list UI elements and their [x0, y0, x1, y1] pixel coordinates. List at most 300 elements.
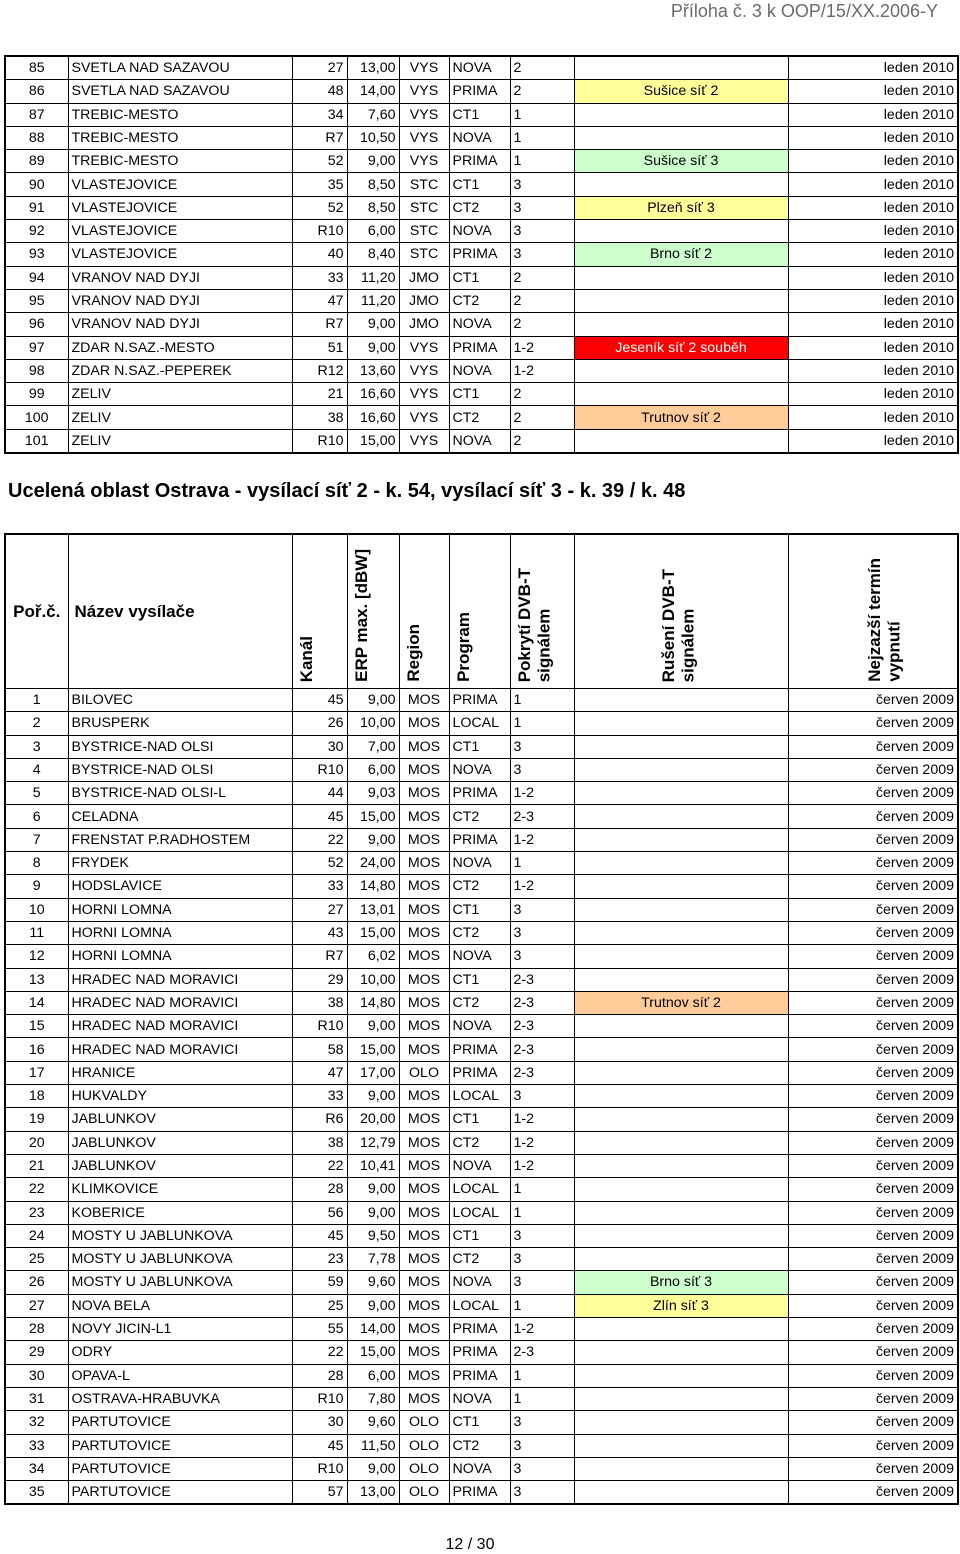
row-number: 88	[5, 126, 68, 149]
section-title: Ucelená oblast Ostrava - vysílací síť 2 - k. 54, vysílací síť 3 - k. 39 / k. 48	[8, 480, 686, 502]
region: MOS	[399, 1038, 449, 1061]
deadline: leden 2010	[788, 103, 958, 126]
interference-cell	[574, 805, 788, 828]
transmitter-name: HRADEC NAD MORAVICI	[68, 1038, 292, 1061]
coverage-cell: 1	[510, 1201, 574, 1224]
transmitter-name: BRUSPERK	[68, 712, 292, 735]
row-number: 2	[5, 712, 68, 735]
program: NOVA	[449, 1154, 510, 1177]
erp-value: 16,60	[347, 383, 399, 406]
channel: 45	[292, 805, 347, 828]
erp-value: 7,78	[347, 1248, 399, 1271]
region: OLO	[399, 1434, 449, 1457]
channel: 22	[292, 1341, 347, 1364]
deadline: červen 2009	[788, 782, 958, 805]
row-number: 92	[5, 220, 68, 243]
deadline: červen 2009	[788, 1481, 958, 1505]
transmitter-name: HODSLAVICE	[68, 875, 292, 898]
erp-value: 15,00	[347, 921, 399, 944]
row-number: 10	[5, 898, 68, 921]
transmitter-name: JABLUNKOV	[68, 1131, 292, 1154]
document-header: Příloha č. 3 k OOP/15/XX.2006-Y	[670, 1, 938, 21]
program: NOVA	[449, 313, 510, 336]
program: CT2	[449, 1248, 510, 1271]
coverage-cell: 1-2	[510, 359, 574, 382]
region: MOS	[399, 805, 449, 828]
table-row	[5, 805, 958, 828]
program: NOVA	[449, 220, 510, 243]
transmitter-name: SVETLA NAD SAZAVOU	[68, 56, 292, 80]
deadline: červen 2009	[788, 1038, 958, 1061]
table-row	[5, 852, 958, 875]
erp-value: 9,60	[347, 1411, 399, 1434]
channel: 22	[292, 828, 347, 851]
channel: 33	[292, 1085, 347, 1108]
region: JMO	[399, 289, 449, 312]
row-number: 34	[5, 1457, 68, 1480]
channel: 30	[292, 1411, 347, 1434]
region: MOS	[399, 1201, 449, 1224]
erp-value: 9,00	[347, 689, 399, 712]
interference-cell: Trutnov síť 2	[574, 406, 788, 429]
erp-value: 10,50	[347, 126, 399, 149]
program: NOVA	[449, 56, 510, 80]
channel: 38	[292, 1131, 347, 1154]
channel: 34	[292, 103, 347, 126]
interference-cell	[574, 968, 788, 991]
region: STC	[399, 173, 449, 196]
region: MOS	[399, 1108, 449, 1131]
program: CT1	[449, 898, 510, 921]
erp-value: 8,50	[347, 196, 399, 219]
coverage-cell: 2-3	[510, 1061, 574, 1084]
region: VYS	[399, 429, 449, 453]
program: CT2	[449, 289, 510, 312]
erp-value: 9,60	[347, 1271, 399, 1294]
region: OLO	[399, 1457, 449, 1480]
interference-cell	[574, 103, 788, 126]
table-row	[5, 689, 958, 712]
transmitter-name: PARTUTOVICE	[68, 1481, 292, 1505]
region: MOS	[399, 1318, 449, 1341]
row-number: 86	[5, 80, 68, 103]
interference-cell	[574, 1108, 788, 1131]
erp-value: 9,00	[347, 150, 399, 173]
coverage-cell: 2	[510, 429, 574, 453]
row-number: 3	[5, 735, 68, 758]
row-number: 85	[5, 56, 68, 80]
interference-cell: Trutnov síť 2	[574, 991, 788, 1014]
deadline: červen 2009	[788, 712, 958, 735]
channel: 38	[292, 991, 347, 1014]
deadline: leden 2010	[788, 196, 958, 219]
coverage-cell: 3	[510, 898, 574, 921]
erp-value: 9,00	[347, 1178, 399, 1201]
coverage-cell: 1	[510, 1364, 574, 1387]
coverage-cell: 1	[510, 689, 574, 712]
deadline: leden 2010	[788, 173, 958, 196]
row-number: 35	[5, 1481, 68, 1505]
row-number: 21	[5, 1154, 68, 1177]
interference-cell	[574, 1224, 788, 1247]
channel: 27	[292, 56, 347, 80]
program: LOCAL	[449, 1201, 510, 1224]
erp-value: 8,40	[347, 243, 399, 266]
deadline: červen 2009	[788, 805, 958, 828]
row-number: 99	[5, 383, 68, 406]
program: NOVA	[449, 1015, 510, 1038]
erp-value: 20,00	[347, 1108, 399, 1131]
channel: 59	[292, 1271, 347, 1294]
transmitter-name: JABLUNKOV	[68, 1108, 292, 1131]
interference-cell	[574, 1434, 788, 1457]
table-row	[5, 150, 958, 173]
channel: 45	[292, 1224, 347, 1247]
coverage-cell: 3	[510, 1481, 574, 1505]
interference-cell	[574, 735, 788, 758]
coverage-cell: 1	[510, 1178, 574, 1201]
table-row	[5, 1434, 958, 1457]
erp-value: 11,50	[347, 1434, 399, 1457]
transmitter-name: TREBIC-MESTO	[68, 150, 292, 173]
erp-value: 12,79	[347, 1131, 399, 1154]
program: NOVA	[449, 126, 510, 149]
row-number: 12	[5, 945, 68, 968]
region: MOS	[399, 1178, 449, 1201]
channel: 43	[292, 921, 347, 944]
program: NOVA	[449, 359, 510, 382]
deadline: červen 2009	[788, 1294, 958, 1317]
interference-cell	[574, 689, 788, 712]
region: MOS	[399, 1224, 449, 1247]
transmitter-name: FRENSTAT P.RADHOSTEM	[68, 828, 292, 851]
region: STC	[399, 196, 449, 219]
erp-value: 6,00	[347, 758, 399, 781]
erp-value: 9,00	[347, 1085, 399, 1108]
deadline: leden 2010	[788, 266, 958, 289]
transmitter-name: VLASTEJOVICE	[68, 220, 292, 243]
row-number: 93	[5, 243, 68, 266]
transmitter-name: HUKVALDY	[68, 1085, 292, 1108]
interference-cell	[574, 266, 788, 289]
header-deadline: Nejzazší termín vypnutí	[788, 534, 958, 689]
transmitter-name: VRANOV NAD DYJI	[68, 313, 292, 336]
region: MOS	[399, 875, 449, 898]
transmitter-name: JABLUNKOV	[68, 1154, 292, 1177]
channel: 22	[292, 1154, 347, 1177]
row-number: 17	[5, 1061, 68, 1084]
deadline: červen 2009	[788, 991, 958, 1014]
transmitter-table-continued	[4, 55, 959, 454]
table-row	[5, 196, 958, 219]
header-coverage: Pokrytí DVB-T signálem	[510, 534, 574, 689]
channel: 25	[292, 1294, 347, 1317]
row-number: 22	[5, 1178, 68, 1201]
erp-value: 6,02	[347, 945, 399, 968]
deadline: leden 2010	[788, 313, 958, 336]
row-number: 16	[5, 1038, 68, 1061]
header-program: Program	[449, 534, 510, 689]
channel: 52	[292, 852, 347, 875]
deadline: červen 2009	[788, 1108, 958, 1131]
program: NOVA	[449, 758, 510, 781]
program: CT1	[449, 383, 510, 406]
transmitter-name: ZDAR N.SAZ.-MESTO	[68, 336, 292, 359]
row-number: 94	[5, 266, 68, 289]
table-row	[5, 103, 958, 126]
program: CT2	[449, 196, 510, 219]
table-row	[5, 313, 958, 336]
row-number: 87	[5, 103, 68, 126]
table-row	[5, 1015, 958, 1038]
region: MOS	[399, 758, 449, 781]
table-row	[5, 782, 958, 805]
transmitter-name: CELADNA	[68, 805, 292, 828]
interference-cell	[574, 359, 788, 382]
program: LOCAL	[449, 712, 510, 735]
coverage-cell: 3	[510, 735, 574, 758]
program: CT1	[449, 1224, 510, 1247]
transmitter-name: PARTUTOVICE	[68, 1457, 292, 1480]
region: MOS	[399, 1341, 449, 1364]
region: OLO	[399, 1411, 449, 1434]
channel: 40	[292, 243, 347, 266]
deadline: červen 2009	[788, 758, 958, 781]
transmitter-name: VRANOV NAD DYJI	[68, 289, 292, 312]
channel: 27	[292, 898, 347, 921]
erp-value: 24,00	[347, 852, 399, 875]
row-number: 101	[5, 429, 68, 453]
interference-cell: Plzeň síť 3	[574, 196, 788, 219]
coverage-cell: 1	[510, 126, 574, 149]
interference-cell	[574, 1457, 788, 1480]
coverage-cell: 3	[510, 1224, 574, 1247]
coverage-cell: 2-3	[510, 1038, 574, 1061]
transmitter-name: HRADEC NAD MORAVICI	[68, 991, 292, 1014]
row-number: 19	[5, 1108, 68, 1131]
interference-cell	[574, 313, 788, 336]
region: MOS	[399, 991, 449, 1014]
row-number: 31	[5, 1387, 68, 1410]
erp-value: 7,80	[347, 1387, 399, 1410]
interference-cell	[574, 898, 788, 921]
table-row	[5, 1224, 958, 1247]
deadline: červen 2009	[788, 1457, 958, 1480]
region: VYS	[399, 406, 449, 429]
transmitter-name: NOVA BELA	[68, 1294, 292, 1317]
deadline: červen 2009	[788, 1224, 958, 1247]
row-number: 91	[5, 196, 68, 219]
deadline: červen 2009	[788, 1061, 958, 1084]
program: PRIMA	[449, 1038, 510, 1061]
channel: 52	[292, 150, 347, 173]
program: CT2	[449, 1434, 510, 1457]
region: VYS	[399, 383, 449, 406]
deadline: leden 2010	[788, 359, 958, 382]
erp-value: 7,00	[347, 735, 399, 758]
region: VYS	[399, 56, 449, 80]
coverage-cell: 2-3	[510, 968, 574, 991]
table-row	[5, 243, 958, 266]
erp-value: 9,50	[347, 1224, 399, 1247]
erp-value: 6,00	[347, 220, 399, 243]
channel: 35	[292, 173, 347, 196]
row-number: 20	[5, 1131, 68, 1154]
coverage-cell: 2-3	[510, 805, 574, 828]
channel: 23	[292, 1248, 347, 1271]
transmitter-name: TREBIC-MESTO	[68, 126, 292, 149]
row-number: 95	[5, 289, 68, 312]
table-row	[5, 1131, 958, 1154]
channel: 33	[292, 875, 347, 898]
interference-cell: Zlín síť 3	[574, 1294, 788, 1317]
table-row	[5, 898, 958, 921]
channel: 57	[292, 1481, 347, 1505]
coverage-cell: 1	[510, 1387, 574, 1410]
transmitter-name: HRADEC NAD MORAVICI	[68, 968, 292, 991]
transmitter-name: MOSTY U JABLUNKOVA	[68, 1248, 292, 1271]
table-row	[5, 336, 958, 359]
region: MOS	[399, 735, 449, 758]
region: MOS	[399, 1294, 449, 1317]
channel: R10	[292, 220, 347, 243]
program: NOVA	[449, 1457, 510, 1480]
interference-cell	[574, 758, 788, 781]
row-number: 24	[5, 1224, 68, 1247]
coverage-cell: 2-3	[510, 1341, 574, 1364]
interference-cell	[574, 1201, 788, 1224]
coverage-cell: 1-2	[510, 875, 574, 898]
region: MOS	[399, 921, 449, 944]
interference-cell: Jeseník síť 2 souběh	[574, 336, 788, 359]
deadline: červen 2009	[788, 735, 958, 758]
interference-cell	[574, 173, 788, 196]
interference-cell: Sušice síť 2	[574, 80, 788, 103]
program: CT1	[449, 173, 510, 196]
table-row	[5, 875, 958, 898]
transmitter-name: BYSTRICE-NAD OLSI	[68, 735, 292, 758]
row-number: 7	[5, 828, 68, 851]
program: NOVA	[449, 852, 510, 875]
table-row	[5, 1085, 958, 1108]
interference-cell	[574, 220, 788, 243]
channel: 28	[292, 1178, 347, 1201]
coverage-cell: 3	[510, 243, 574, 266]
table-row	[5, 220, 958, 243]
coverage-cell: 3	[510, 1085, 574, 1108]
header-order: Poř.č.	[5, 534, 68, 689]
row-number: 100	[5, 406, 68, 429]
coverage-cell: 2	[510, 80, 574, 103]
interference-cell	[574, 1131, 788, 1154]
deadline: červen 2009	[788, 1271, 958, 1294]
coverage-cell: 3	[510, 1271, 574, 1294]
region: VYS	[399, 103, 449, 126]
channel: 45	[292, 689, 347, 712]
coverage-cell: 3	[510, 1434, 574, 1457]
coverage-cell: 1-2	[510, 336, 574, 359]
deadline: leden 2010	[788, 289, 958, 312]
region: MOS	[399, 1085, 449, 1108]
region: MOS	[399, 782, 449, 805]
erp-value: 17,00	[347, 1061, 399, 1084]
program: NOVA	[449, 1271, 510, 1294]
interference-cell	[574, 1387, 788, 1410]
deadline: červen 2009	[788, 1131, 958, 1154]
table-row	[5, 1411, 958, 1434]
coverage-cell: 3	[510, 196, 574, 219]
region: MOS	[399, 1154, 449, 1177]
deadline: červen 2009	[788, 1015, 958, 1038]
channel: 21	[292, 383, 347, 406]
transmitter-name: MOSTY U JABLUNKOVA	[68, 1271, 292, 1294]
transmitter-name: VLASTEJOVICE	[68, 196, 292, 219]
table-row	[5, 126, 958, 149]
row-number: 23	[5, 1201, 68, 1224]
interference-cell	[574, 875, 788, 898]
table-row	[5, 266, 958, 289]
transmitter-name: ZDAR N.SAZ.-PEPEREK	[68, 359, 292, 382]
transmitter-name: SVETLA NAD SAZAVOU	[68, 80, 292, 103]
transmitter-name: BILOVEC	[68, 689, 292, 712]
coverage-cell: 2	[510, 383, 574, 406]
coverage-cell: 1-2	[510, 1131, 574, 1154]
row-number: 6	[5, 805, 68, 828]
table-row	[5, 1271, 958, 1294]
channel: 55	[292, 1318, 347, 1341]
interference-cell	[574, 429, 788, 453]
erp-value: 14,00	[347, 80, 399, 103]
interference-cell	[574, 945, 788, 968]
program: NOVA	[449, 429, 510, 453]
region: MOS	[399, 1364, 449, 1387]
erp-value: 9,00	[347, 313, 399, 336]
region: MOS	[399, 1387, 449, 1410]
coverage-cell: 3	[510, 173, 574, 196]
deadline: leden 2010	[788, 243, 958, 266]
transmitter-name: BYSTRICE-NAD OLSI-L	[68, 782, 292, 805]
erp-value: 11,20	[347, 289, 399, 312]
coverage-cell: 1	[510, 103, 574, 126]
row-number: 18	[5, 1085, 68, 1108]
erp-value: 11,20	[347, 266, 399, 289]
ostrava-transmitter-table	[4, 533, 959, 1505]
table-row	[5, 80, 958, 103]
transmitter-name: HORNI LOMNA	[68, 898, 292, 921]
channel: R10	[292, 429, 347, 453]
coverage-cell: 1	[510, 150, 574, 173]
row-number: 98	[5, 359, 68, 382]
deadline: červen 2009	[788, 1341, 958, 1364]
program: CT2	[449, 805, 510, 828]
region: VYS	[399, 80, 449, 103]
deadline: červen 2009	[788, 1154, 958, 1177]
deadline: leden 2010	[788, 336, 958, 359]
region: VYS	[399, 336, 449, 359]
transmitter-name: TREBIC-MESTO	[68, 103, 292, 126]
header-name: Název vysílače	[68, 534, 292, 689]
channel: 26	[292, 712, 347, 735]
program: LOCAL	[449, 1294, 510, 1317]
table-row	[5, 1038, 958, 1061]
erp-value: 7,60	[347, 103, 399, 126]
channel: 47	[292, 289, 347, 312]
table-row	[5, 712, 958, 735]
erp-value: 9,00	[347, 1015, 399, 1038]
row-number: 9	[5, 875, 68, 898]
channel: 48	[292, 80, 347, 103]
deadline: červen 2009	[788, 1318, 958, 1341]
